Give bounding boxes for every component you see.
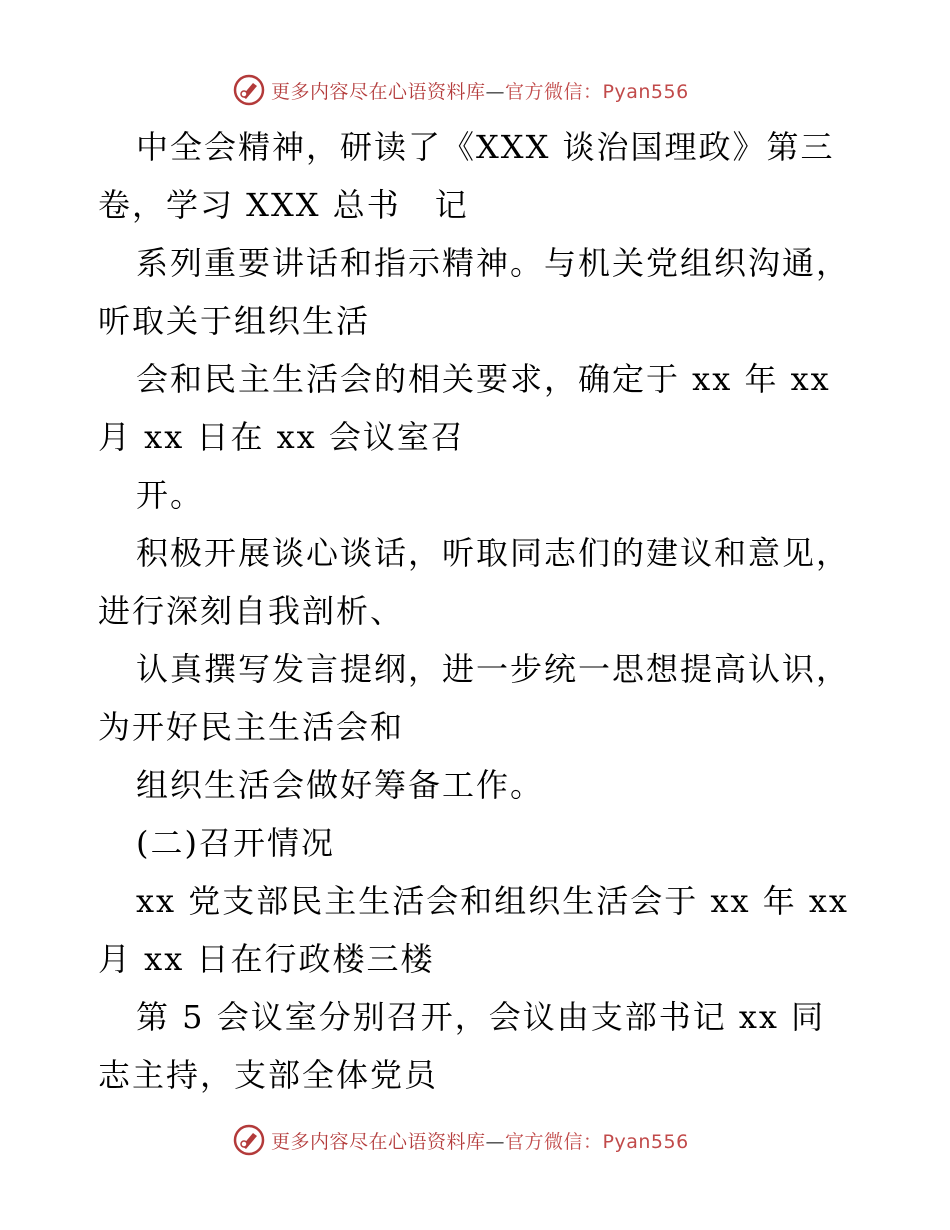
text-line-7: 开。: [136, 476, 205, 514]
watermark-site-text: 更多内容尽在心语资料库: [271, 1130, 486, 1153]
watermark-separator: —: [485, 1130, 506, 1153]
watermark-separator: —: [485, 80, 506, 103]
text-line-4: 听取关于组织生活: [98, 302, 371, 340]
section-heading-convening: (二)召开情况: [136, 824, 335, 862]
watermark-wechat-text: 官方微信：Pyan556: [505, 80, 689, 103]
text-line-9: 进行深刻自我剖析、: [98, 592, 405, 630]
watermark-site-text: 更多内容尽在心语资料库: [271, 80, 486, 103]
brand-logo-icon: [233, 1124, 265, 1156]
text-line-16: 第 5 会议室分别召开，会议由支部书记 xx 同: [136, 998, 826, 1036]
footer-watermark: [233, 1122, 689, 1158]
document-body: [98, 118, 878, 1104]
text-line-15: 月 xx 日在行政楼三楼: [98, 940, 435, 978]
text-line-12: 组织生活会做好筹备工作。: [136, 766, 545, 804]
watermark-wechat-text: 官方微信：Pyan556: [505, 1130, 689, 1153]
text-line-1: 中全会精神，研读了《XXX 谈治国理政》第三: [136, 128, 835, 166]
text-line-11: 为开好民主生活会和: [98, 708, 405, 746]
text-line-10: 认真撰写发言提纲，进一步统一思想提高认识，: [136, 650, 851, 688]
text-line-3: 系列重要讲话和指示精神。与机关党组织沟通，: [136, 244, 851, 282]
text-line-17: 志主持，支部全体党员: [98, 1056, 439, 1094]
text-line-5: 会和民主生活会的相关要求，确定于 xx 年 xx: [136, 360, 831, 398]
header-watermark: [233, 72, 689, 108]
brand-logo-icon: [233, 74, 265, 106]
text-line-14: xx 党支部民主生活会和组织生活会于 xx 年 xx: [136, 882, 849, 920]
text-line-8: 积极开展谈心谈话，听取同志们的建议和意见，: [136, 534, 851, 572]
text-line-6: 月 xx 日在 xx 会议室召: [98, 418, 465, 456]
text-line-2: 卷，学习 XXX 总书 记: [98, 186, 469, 224]
